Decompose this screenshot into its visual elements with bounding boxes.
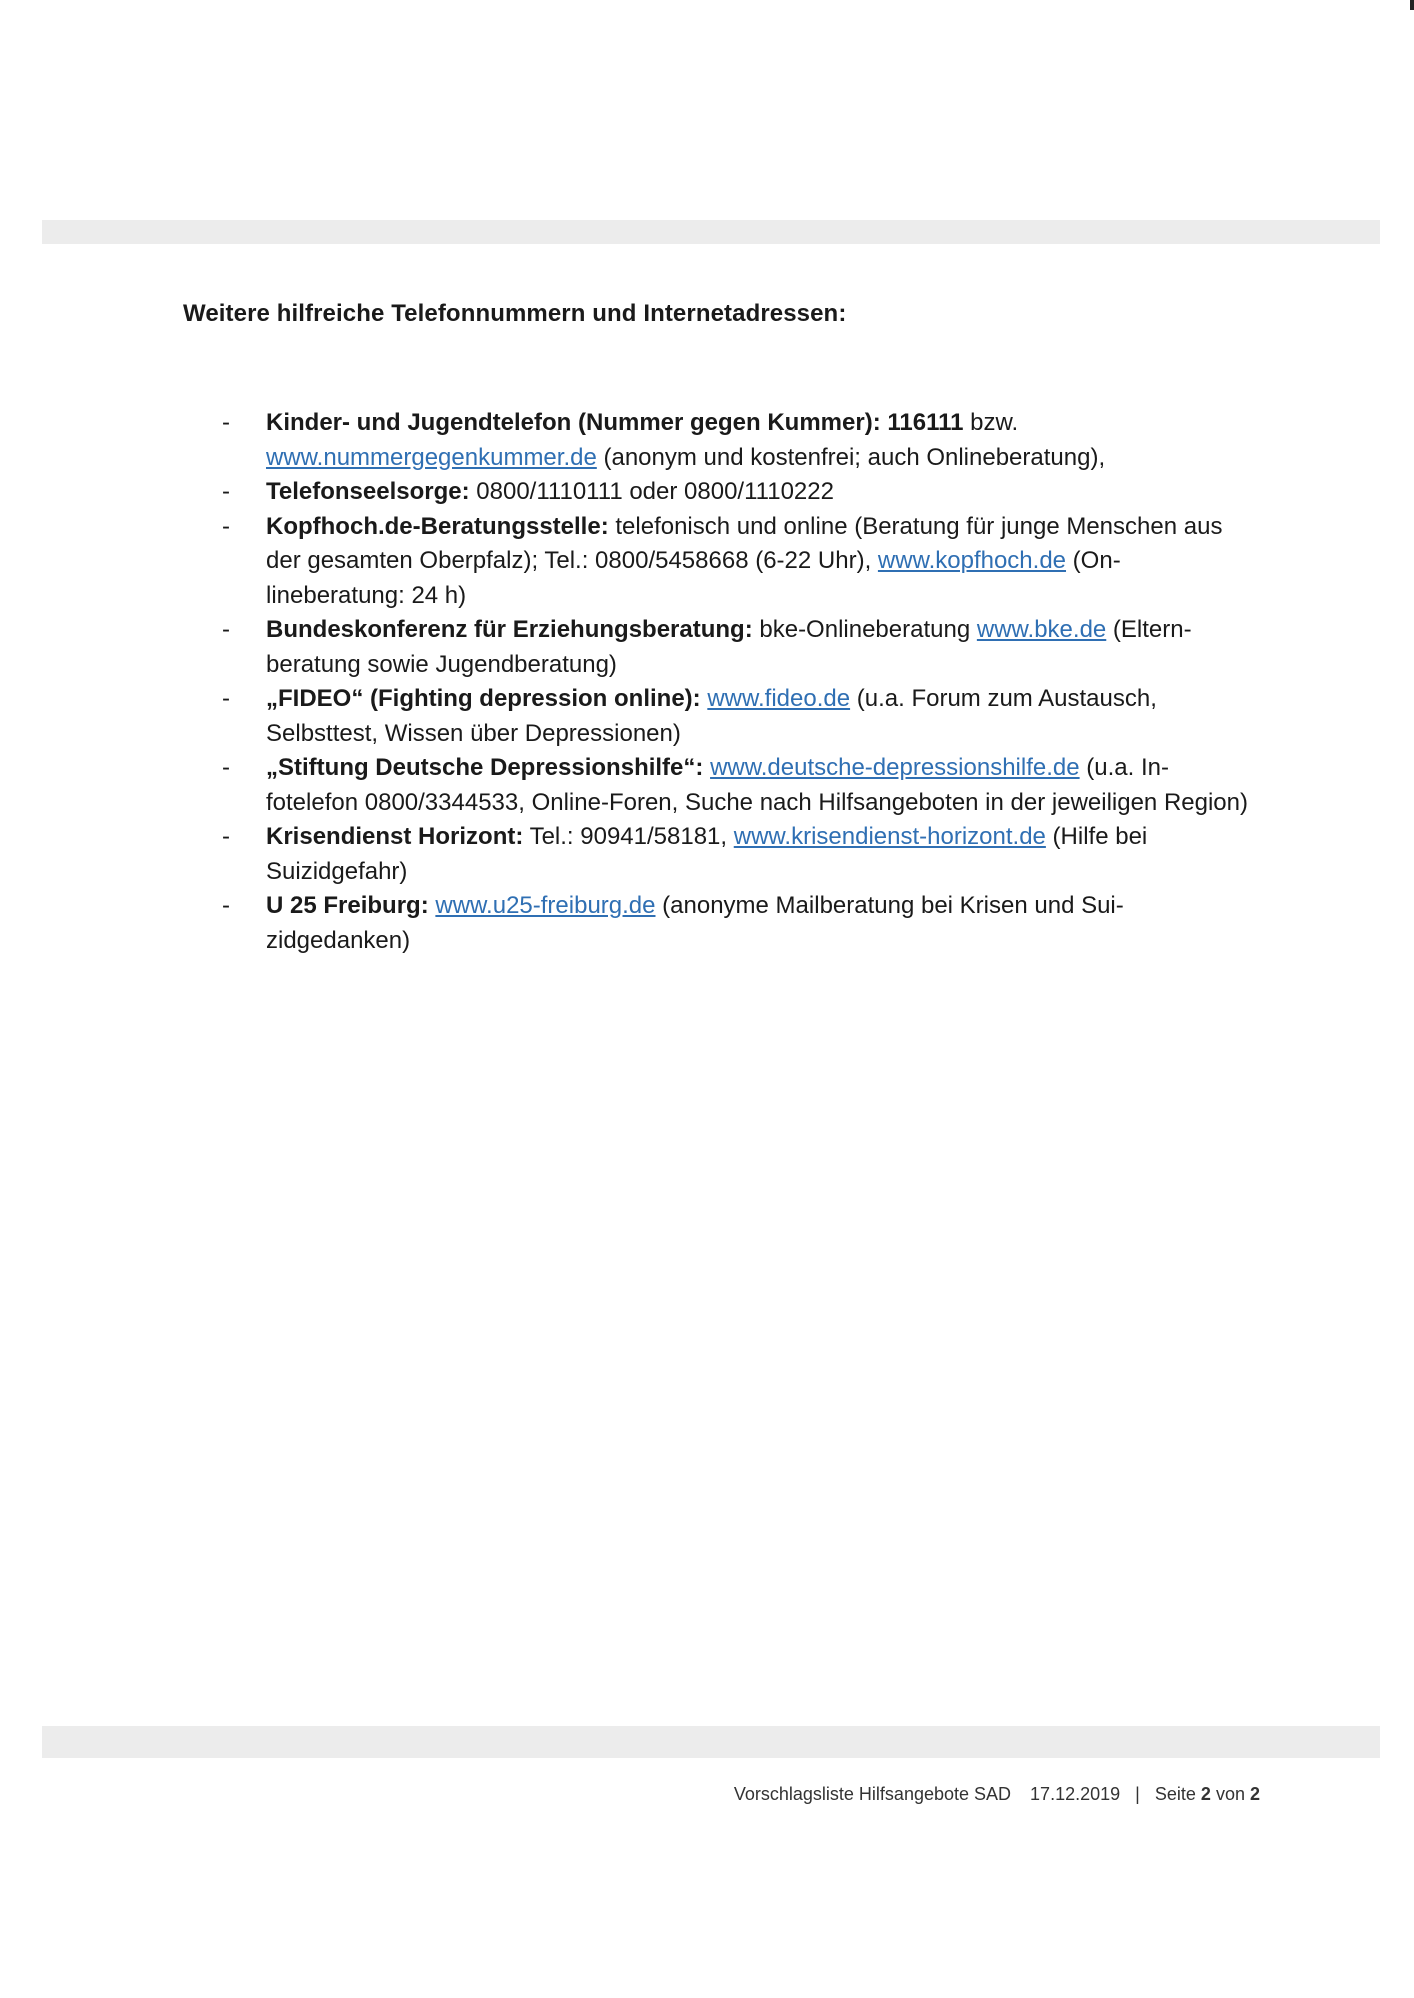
item-link[interactable]: www.fideo.de (707, 685, 851, 712)
item-label: „Stiftung Deutsche Depressionshilfe“: (266, 754, 704, 781)
scan-shadow-band-bottom (42, 1726, 1380, 1758)
list-item (220, 613, 1260, 682)
item-link[interactable]: www.kopfhoch.de (877, 547, 1067, 574)
list-item (220, 682, 1260, 751)
list-item (220, 751, 1260, 820)
resource-list (220, 406, 1260, 958)
item-text: (anonym und kostenfrei; auch Onlineberatung), (596, 443, 1106, 471)
item-label: Telefonseelsorge: (266, 478, 470, 505)
scan-shadow-band-top (42, 220, 1380, 244)
list-item (220, 889, 1260, 958)
footer-separator: | (1135, 1784, 1140, 1804)
list-dash: - (222, 823, 230, 850)
item-number: 116111 (887, 409, 964, 436)
item-text: (u.a. Forum zum Austausch, Selbsttest, Wissen über Depressionen) (266, 685, 1157, 747)
item-text: Tel.: 90941/58181, (523, 823, 734, 850)
footer-page-current: 2 (1200, 1784, 1211, 1804)
list-dash: - (222, 478, 230, 505)
list-dash: - (222, 892, 230, 919)
list-dash: - (222, 754, 230, 781)
item-label: „FIDEO“ (Fighting depression online): (266, 685, 701, 712)
item-text: bke-Onlineberatung (752, 616, 977, 643)
item-link[interactable]: www.bke.de (976, 616, 1107, 643)
item-link[interactable]: www.u25-freiburg.de (435, 892, 656, 919)
page-footer (734, 1784, 1260, 1805)
list-dash: - (222, 409, 230, 436)
item-label: U 25 Freiburg: (266, 892, 429, 919)
footer-page-total: 2 (1249, 1784, 1260, 1804)
page-heading: Weitere hilfreiche Telefonnummern und Internetadressen: (183, 300, 847, 327)
list-dash: - (222, 616, 230, 643)
list-item (220, 475, 1260, 510)
item-label: Kinder- und Jugendtelefon (Nummer gegen Kummer): (266, 409, 881, 436)
item-text: telefonisch und online (Beratung für junge Menschen aus der gesamten Oberpfalz); Tel.: 0800/5458668 (6-22 Uhr), (266, 512, 1223, 574)
item-text: (On- lineberatung: 24 h) (266, 547, 1121, 609)
item-link[interactable]: www.nummergegenkummer.de (266, 443, 597, 471)
item-text: bzw. (963, 409, 1019, 436)
list-dash: - (222, 685, 230, 712)
list-item (220, 510, 1260, 614)
list-item (220, 820, 1260, 889)
item-text: (u.a. In- fotelefon 0800/3344533, Online-Foren, Suche nach Hilfsangeboten in der jeweiligen Region) (266, 754, 1248, 816)
item-text: 0800/1110111 oder 0800/1110222 (469, 478, 834, 505)
item-link[interactable]: www.krisendienst-horizont.de (733, 823, 1046, 850)
footer-date: 17.12.2019 (1030, 1784, 1121, 1804)
footer-page-word: Seite (1154, 1784, 1196, 1804)
list-item (220, 406, 1260, 475)
footer-page-of: von (1215, 1784, 1245, 1804)
item-link[interactable]: www.deutsche-depressionshilfe.de (710, 754, 1080, 781)
item-label: Bundeskonferenz für Erziehungsberatung: (266, 616, 753, 643)
item-text: (anonyme Mailberatung bei Krisen und Sui- zidgedanken) (266, 892, 1124, 954)
item-label: Krisendienst Horizont: (266, 823, 524, 850)
item-text: (Eltern- beratung sowie Jugendberatung) (266, 616, 1192, 678)
item-text: (Hilfe bei Suizidgefahr) (266, 823, 1148, 885)
footer-doc-title: Vorschlagsliste Hilfsangebote SAD (733, 1784, 1012, 1804)
item-label: Kopfhoch.de-Beratungsstelle: (266, 512, 609, 540)
list-dash: - (222, 512, 230, 540)
scan-corner-mark (1410, 0, 1414, 10)
